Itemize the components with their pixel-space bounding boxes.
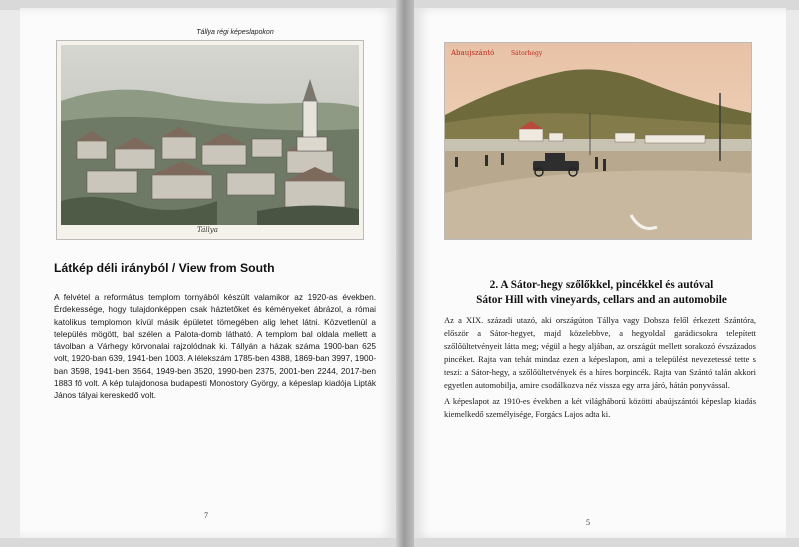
right-body-text	[444, 314, 756, 424]
right-heading-hungarian: 2. A Sátor-hegy szőlőkkel, pincékkel és autóval	[489, 279, 714, 291]
right-heading-english: Sátor Hill with vineyards, cellars and an automobile	[476, 294, 727, 306]
right-page-edge	[784, 10, 799, 538]
right-page-number: 5	[586, 518, 590, 527]
right-photo-image	[445, 43, 751, 239]
right-paragraph-1: Az a XIX. századi utazó, aki országúton Tállya vagy Dobsza felől érkezett Szántóra, először a Sátor-hegyet, majd közelebbve, a hegyoldal garádicsokra telepített szőlőültetvényeit látta meg; végül a hegy aljában, az országút mellett sorakozó évszázados pincéket. Rajta van tehát mindaz ezen a képeslapon, ami a települést nevezetessé tette s teszi: a Sátor-hegy, a szőlőültetvények és a híres borpincék. Rajta van Szántó talán akkori egyetlen automobilja, amire csodálkozva néz vissza egy arra járó, hátán ponyvással.	[444, 315, 756, 390]
left-caption: Tállya régi képeslapokon	[196, 29, 274, 36]
left-page-number: 7	[204, 511, 208, 520]
right-page	[414, 8, 786, 538]
right-photo-label-hill: Sátorhegy	[511, 50, 543, 57]
left-photo-image	[57, 41, 363, 239]
left-photo-tallya	[56, 40, 364, 240]
left-page	[20, 8, 396, 538]
left-photo-label: Tállya	[197, 226, 218, 234]
right-paragraph-2: A képeslapot az 1910-es években a két világháború közötti abaújszántói képeslap kiadás kiemelkedő személyisége, Forgács Lajos adta ki.	[444, 396, 756, 419]
right-photo-sator-hill	[444, 42, 752, 240]
right-heading	[444, 278, 759, 308]
left-body-text: A felvétel a református templom tornyából készült valamikor az 1920-as években. Érdekessége, hogy tulajdonképpen csak háztetőket és kéményeket ábrázol, a római katolikus templomon kívül másik épületet tömegében alig lehet látni. Közvetlenül a település mögött, bal szélen a Palota-domb látható. A templom bal oldala mellett a távolban a Várhegy körvonalai rajzolódnak ki. Tállyán a házak száma 1900-ban 625 volt, 1920-ban 639, 1941-ben 1003. A lélekszám 1785-ben 4388, 1869-ban 3997, 1900-ban 3598, 1941-ben 3564, 1949-ben 3520, 1990-ben 2375, 2001-ben 2244, 2017-ben 1883 fő volt. A kép tulajdonosa budapesti Monostory György, a képeslap kiadója Lipták János tályai kereskedő volt.	[54, 292, 376, 401]
left-heading: Látkép déli irányból / View from South	[54, 261, 275, 275]
book-gutter	[396, 0, 414, 547]
right-photo-label-town: Abaujszántó	[451, 49, 495, 57]
